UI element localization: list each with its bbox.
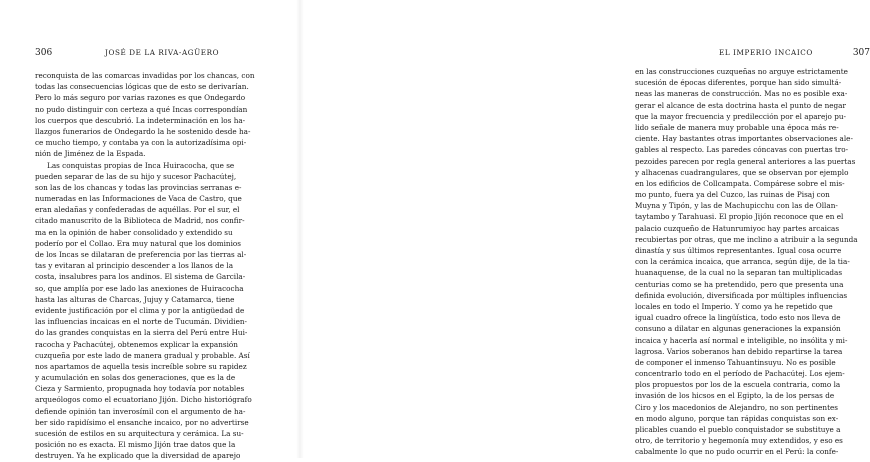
text-line: las influencias incaicas en el norte de Tucumán. Dividien- <box>35 317 247 327</box>
text-line: cabalmente lo que no pudo ocurrir en el Perú: la confe- <box>635 447 839 457</box>
text-line: ma en la opinión de haber consolidado y extendido su <box>35 227 233 237</box>
text-line: destruyen. Ya he explicado que la diversidad de aparejo <box>35 451 241 461</box>
text-line: ciente. Hay bastantes otras importantes observaciones ale- <box>635 134 853 144</box>
text-line: pezoides parecen por regla general anteriores a las puertas <box>635 156 856 166</box>
text-line: Ciro y los macedonios de Alejandro, no son pertinentes <box>635 402 839 412</box>
text-line: locales en todo el Imperio. Y como ya he repetido que <box>635 301 833 311</box>
text-line: centurias como se ha pretendido, pero que presenta una <box>635 279 844 289</box>
text-line: llazgos funerarios de Ondegardo la he sostenido desde ha- <box>35 126 251 136</box>
text-line: ce mucho tiempo, y contaba ya con la autorizadísima opi- <box>35 138 247 148</box>
text-line: otro, de territorio y hegemonía muy extendidos, y eso es <box>635 436 843 446</box>
text-line: definida evolución, diversificada por múltiples influencias <box>635 290 848 300</box>
text-line: de componer el inmenso Tahuantinsuyu. No es posible <box>635 357 836 367</box>
text-line: y alhacenas cuadrangulares, que se observan por ejemplo <box>635 167 849 177</box>
text-line: palacio cuzqueño de Hatunrumiyoc hay partes arcaicas <box>635 223 840 233</box>
text-line: con la cerámica incaica, que arranca, según dije, de la tia- <box>635 257 850 267</box>
text-line: lido señale de manera muy probable una época más re- <box>635 122 839 132</box>
text-line: gables al respecto. Las paredes cóncavas con puertas tro- <box>635 145 849 155</box>
right-page-text <box>635 66 870 458</box>
text-line: racocha y Pachacútej, obtenemos explicar la expansión <box>35 339 238 349</box>
text-line: numeradas en las Informaciones de Vaca de Castro, que <box>35 194 242 204</box>
text-line: do las grandes conquistas en la sierra del Perú entre Hui- <box>35 328 248 338</box>
text-line: plos propuestos por los de la escuela contraria, como la <box>635 380 841 390</box>
text-line: hasta las alturas de Charcas, Jujuy y Catamarca, tiene <box>35 294 235 304</box>
text-line: sucesión de épocas diferentes, porque han sido simultá- <box>635 78 842 88</box>
right-page-number: 307 <box>852 48 870 58</box>
text-line: citado manuscrito de la Biblioteca de Madrid, nos confir- <box>35 216 245 226</box>
text-line: igual cuadro ofrece la lingüística, todo esto nos lleva de <box>635 313 841 323</box>
text-line: tas y evitaran al principio descender a los llanos de la <box>35 261 234 271</box>
left-page <box>0 0 300 461</box>
text-line: defiende opinión tan inverosímil con el argumento de ha- <box>35 406 246 416</box>
text-line: dinastía y sus últimos representantes. Igual cosa ocurre <box>635 246 842 255</box>
text-line: no pudo distinguir con certeza a qué Incas correspondían <box>35 104 248 114</box>
text-line: nos apartamos de aquella tesis increíble sobre su rapidez <box>35 361 247 371</box>
text-line: lagrosa. Varios soberanos han debido repartirse la tarea <box>635 346 843 356</box>
text-line: evidente justificación por el clima y por la antigüedad de <box>35 305 245 315</box>
text-line: so, que amplía por ese lado las anexiones de Huiracocha <box>35 283 244 293</box>
text-line: nión de Jiménez de la Espada. <box>35 149 146 159</box>
text-line: eran aledañas y confederadas de aquéllas. Por el sur, el <box>35 205 240 215</box>
left-running-head: JOSÉ DE LA RIVA-AGÜERO <box>105 48 220 57</box>
text-line: ber sido rapidísimo el ensanche incaico, por no advertirse <box>35 417 249 427</box>
text-line: Muyna y Tipón, y las de Machupicchu con las de Ollan- <box>635 201 838 211</box>
text-line: sucesión de estilos en su arquitectura y cerámica. La su- <box>35 429 244 438</box>
left-page-header <box>35 47 277 59</box>
text-line: arqueólogos como el ecuatoriano Jijón. Dicho historiógrafo <box>35 395 252 405</box>
text-line: mo punto, fuera ya del Cuzco, las ruinas de Pisaj con <box>635 190 830 200</box>
text-line: Pero lo más seguro por varias razones es que Ondegardo <box>35 93 246 103</box>
text-line: cuzqueña por este lado de manera gradual y probable. Así <box>35 350 250 360</box>
left-page-number: 306 <box>35 48 53 58</box>
text-line: recubiertas por otras, que me inclino a atribuir a la segunda <box>635 234 858 244</box>
left-page-text <box>35 70 277 462</box>
text-line: costa, insalubres para los andinos. El sistema de Garcila- <box>35 272 246 282</box>
right-running-head: EL IMPERIO INCAICO <box>719 48 813 57</box>
text-line: en las construcciones cuzqueñas no arguye estrictamente <box>635 67 848 76</box>
text-line: gerar el alcance de esta doctrina hasta el punto de negar <box>635 100 846 110</box>
text-line: que la mayor frecuencia y predilección por el aparejo pu- <box>635 111 846 121</box>
text-line: y acumulación en solas dos generaciones, que es la de <box>35 373 236 383</box>
text-line: plicables cuando el pueblo conquistador se substituye a <box>635 425 841 434</box>
text-line: invasión de los hicsos en el Egipto, la de los persas de <box>635 391 835 401</box>
text-line: concentrarlo todo en el período de Pachacútej. Los ejem- <box>635 369 845 379</box>
text-line: posición no es exacta. El mismo Jijón trae datos que la <box>35 440 236 450</box>
text-line: incaica y hacerla así normal e inteligible, no insólita y mi- <box>635 335 848 345</box>
text-line: reconquista de las comarcas invadidas por los chancas, con <box>35 71 255 80</box>
text-line: neas las maneras de construcción. Mas no es posible exa- <box>635 89 848 99</box>
right-page-header <box>635 47 870 59</box>
text-line: huanaquense, de la cual no la separan tan multiplicadas <box>635 268 843 278</box>
text-line: todas las consecuencias lógicas que de esto se derivarían. <box>35 82 249 92</box>
text-line: pueden separar de las de su hijo y sucesor Pachacútej, <box>35 171 237 181</box>
text-line: taytambo y Tarahuasi. El propio Jijón reconoce que en el <box>635 212 844 222</box>
text-line: consuno a dilatar en algunas generaciones la expansión <box>635 324 841 334</box>
text-line: los cuerpos que descubrió. La indeterminación en los ha- <box>35 115 246 125</box>
text-line: Cieza y Sarmiento, propugnada hoy todavía por notables <box>35 384 245 394</box>
text-line: de los Incas se dilataran de preferencia por las tierras al- <box>35 250 247 259</box>
text-line: Las conquistas propias de Inca Huiracocha, que se <box>47 160 235 170</box>
text-line: son las de los chancas y todas las provincias serranas e- <box>35 182 242 192</box>
text-line: poderío por el Collao. Era muy natural que los dominios <box>35 238 242 248</box>
right-page <box>300 0 870 458</box>
text-line: en modo alguno, porque tan rápidas conquistas son ex- <box>635 413 839 423</box>
text-line: en los edificios de Collcampata. Compárese sobre el mis- <box>635 178 845 188</box>
